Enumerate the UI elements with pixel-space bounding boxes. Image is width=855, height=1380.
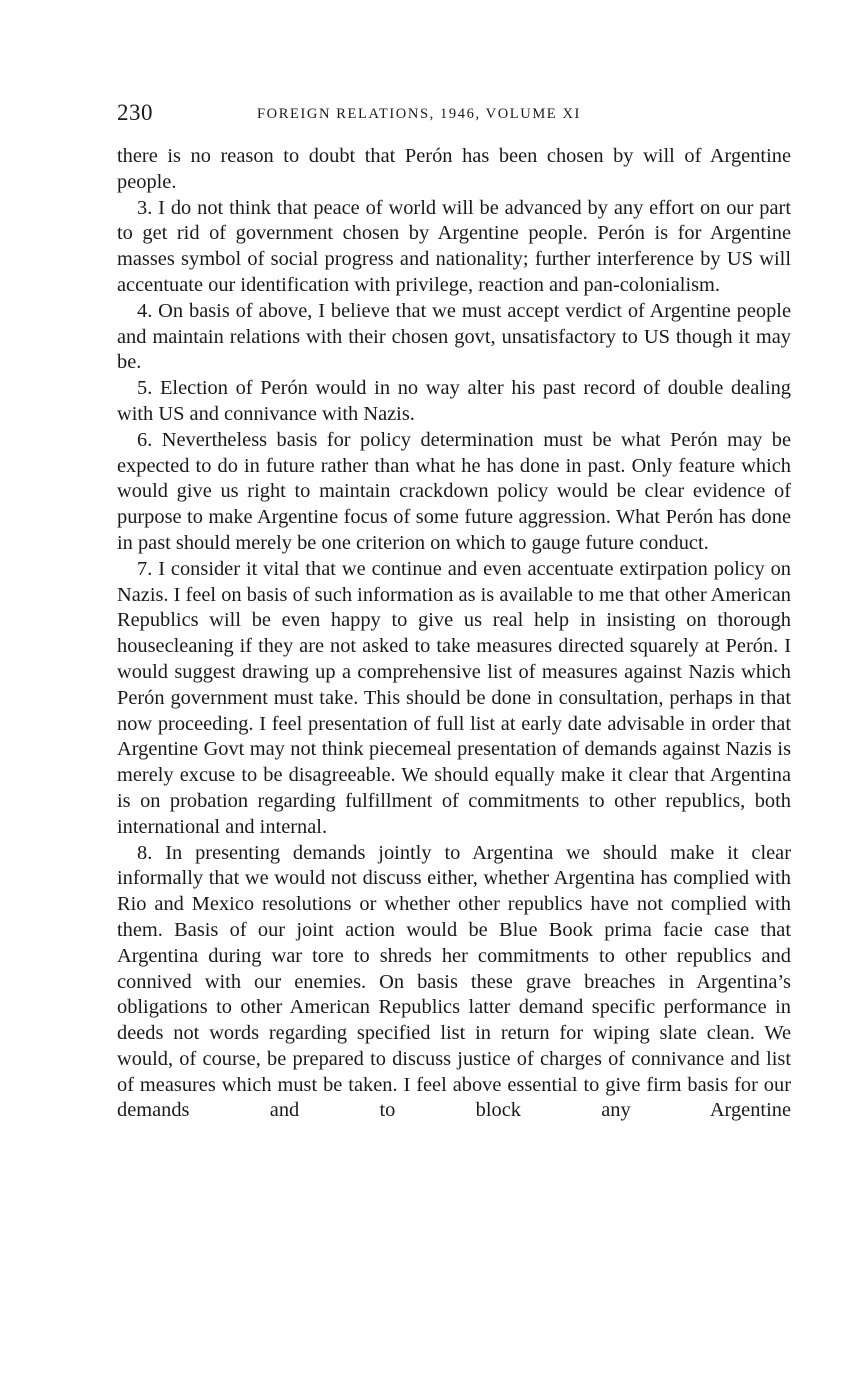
document-page [117, 100, 791, 1124]
running-head [117, 100, 791, 132]
paragraph-item-6: 6. Nevertheless basis for policy determination must be what Perón may be expected to do in future rather than what he has done in past. Only feature which would give us right to maintain crackdown policy would be clear evidence of purpose to make Argentine focus of some future aggression. What Perón has done in past should merely be one criterion on which to gauge future conduct. [117, 428, 791, 554]
page-number: 230 [117, 100, 153, 125]
paragraph-item-5: 5. Election of Perón would in no way alter his past record of double dealing with US and connivance with Nazis. [117, 377, 791, 425]
running-title: FOREIGN RELATIONS, 1946, VOLUME XI [257, 106, 581, 122]
paragraph-item-4: 4. On basis of above, I believe that we must accept verdict of Argentine people and maintain relations with their chosen govt, unsatisfactory to US though it may be. [117, 299, 791, 374]
paragraph-continuation: there is no reason to doubt that Perón has been chosen by will of Argentine people. [117, 145, 791, 193]
body-text [117, 144, 791, 1124]
paragraph-item-7: 7. I consider it vital that we continue and even accentuate extirpation policy on Nazis. I feel on basis of such information as is available to me that other American Republics will be even happy to give us real help in insisting on thorough housecleaning if they are not asked to take measures directed squarely at Perón. I would suggest drawing up a comprehensive list of measures against Nazis which Perón government must take. This should be done in consultation, perhaps in that now proceeding. I feel presentation of full list at early date advisable in order that Argentine Govt may not think piecemeal presentation of demands against Nazis is merely excuse to be disagreeable. We should equally make it clear that Argentina is on probation regarding fulfillment of commitments to other republics, both international and internal. [117, 557, 791, 838]
paragraph-item-3: 3. I do not think that peace of world will be advanced by any effort on our part to get rid of government chosen by Argentine people. Perón is for Argentine masses symbol of social progress and nationality; further interference by US will accentuate our identification with privilege, reaction and pan-colonialism. [117, 196, 791, 296]
paragraph-item-8: 8. In presenting demands jointly to Argentina we should make it clear informally that we would not discuss either, whether Argentina has complied with Rio and Mexico resolutions or whether other republics have not complied with them. Basis of our joint action would be Blue Book prima facie case that Argentina during war tore to shreds her commitments to other republics and connived with our enemies. On basis these grave breaches in Argentina’s obligations to other American Republics latter demand specific performance in deeds not words regarding specified list in return for wiping slate clean. We would, of course, be prepared to discuss justice of charges of connivance and list of measures which must be taken. I feel above essential to give firm basis for our demands and to block any Argentine [117, 841, 791, 1122]
